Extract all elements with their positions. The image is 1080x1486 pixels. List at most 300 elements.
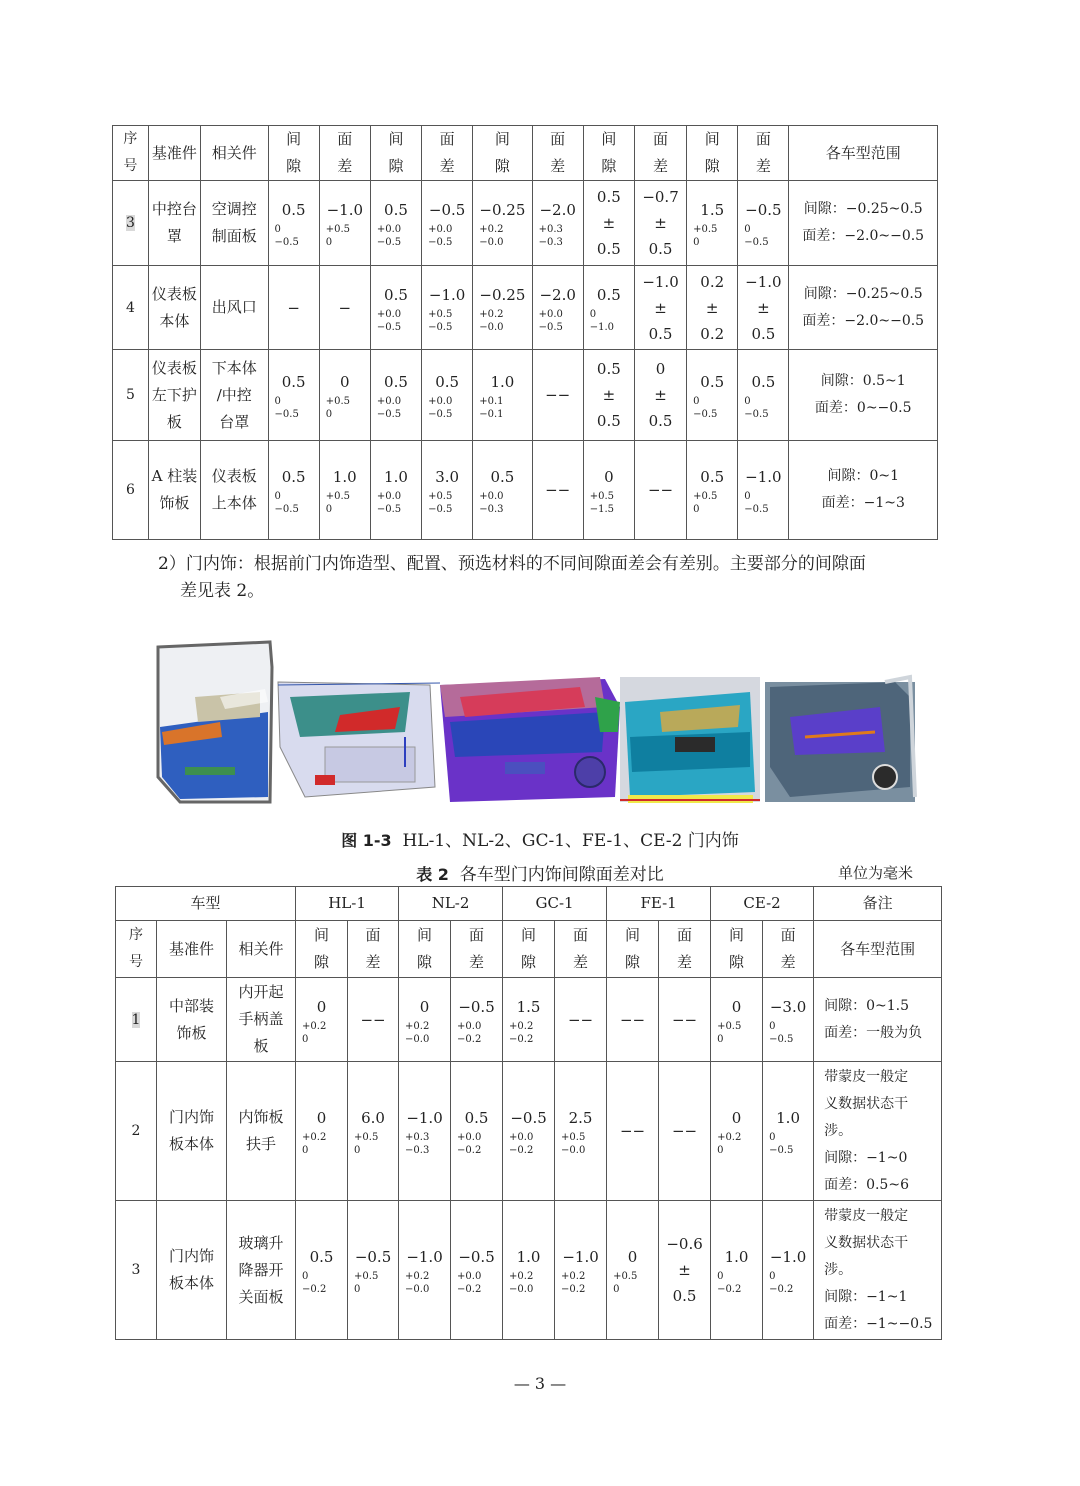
table-row [116,1201,942,1340]
value-cell [422,181,473,266]
sn-header-line: 号 [129,954,143,970]
value-tolerance: +0.2 [509,1020,534,1032]
value-tolerance: +0.0 [376,491,402,502]
row-number-text: 3 [125,215,135,231]
sn-header [113,126,149,181]
header-char: 隙 [494,157,510,175]
value-tolerance: 0 [589,308,597,320]
value-tolerance: −0.3 [538,237,563,248]
range-cell-line: 间隙：−0.25~0.5 [803,201,923,217]
model-name: HL-1 [328,894,366,912]
header-char: 差 [755,157,771,175]
value-cell [348,1201,399,1340]
value-main: 0.2 [700,272,725,291]
header-char: 隙 [286,157,302,175]
vehicle-header-text: 车型 [190,894,221,912]
base-part-line: 板本体 [168,1135,214,1153]
header-char: 面 [653,130,669,148]
value-main: 0.5 [700,373,725,391]
related-part-line: 手柄盖 [238,1010,284,1028]
base-part-line: 门内饰 [168,1108,214,1126]
row-number [116,1062,157,1201]
header-char: 面 [469,926,485,944]
value-cell [268,350,319,441]
paragraph-line-1: 2）门内饰：根据前门内饰造型、配置、预选材料的不同间隙面差会有差别。主要部分的间隙面 [158,554,866,574]
row-number [113,441,149,540]
value-main: −− [567,1010,594,1029]
value-cell [659,1201,711,1340]
value-tolerance: +0.2 [561,1271,586,1282]
gap-header [583,126,634,181]
value-plusminus: 0.5 [672,1287,697,1305]
door-image-ce-2 [765,677,915,802]
value-tolerance: +0.0 [376,308,402,320]
gap-header [268,126,319,181]
remarks-cell-line: 带蒙皮一般定 [824,1068,909,1085]
value-plusminus: ± [602,214,616,232]
header-char: 间 [729,926,745,944]
value-main: −1.0 [769,1248,807,1266]
value-tolerance: −0.5 [428,237,453,248]
value-tolerance: +0.5 [354,1271,379,1282]
value-tolerance: −0.1 [479,409,504,420]
base-part [148,350,200,441]
value-tolerance: +0.0 [457,1271,482,1282]
value-tolerance: −0.2 [457,1033,482,1045]
value-tolerance: −1.0 [589,321,615,333]
related-part-line: 下本体 [211,358,257,377]
base-header-text: 基准件 [168,939,214,958]
value-plusminus: 0.5 [751,324,776,343]
header-char: 隙 [388,157,404,175]
table-2 [115,886,942,1340]
value-tolerance: 0 [717,1145,724,1156]
value-main: 1.0 [516,1248,541,1266]
value-main: 0.5 [281,468,306,486]
value-tolerance: −0.5 [274,409,299,420]
figure-caption [0,826,1080,851]
value-main: 0.5 [596,188,621,206]
gap-header [370,126,421,181]
value-cell [634,266,686,350]
value-tolerance: +0.0 [457,1132,482,1143]
value-cell [555,1201,607,1340]
value-tolerance: +0.5 [717,1020,742,1032]
value-tolerance: −0.5 [376,321,402,333]
value-cell [634,350,686,441]
value-tolerance: −0.2 [457,1145,482,1156]
value-cell [763,1201,814,1340]
value-main: 0 [340,373,350,391]
related-part-line: 关面板 [238,1287,284,1306]
value-main: 0.5 [384,285,408,304]
value-main: 0.5 [384,373,408,391]
value-cell [503,1062,555,1201]
value-plusminus: ± [602,386,616,404]
value-main: 0 [731,1109,742,1127]
value-main: −0.25 [479,201,526,219]
row-number-text: 1 [131,1011,141,1028]
value-tolerance: −0.5 [274,237,299,248]
value-cell [296,978,348,1062]
remarks-header [814,887,942,921]
flush-header [348,921,399,978]
value-cell [555,1062,607,1201]
base-part-line: 罩 [166,227,182,245]
row-number-text: 4 [125,299,135,316]
value-main: 0.5 [490,468,515,486]
value-main: −0.6 [666,1235,703,1253]
value-tolerance: −0.5 [274,504,299,515]
door-image-hl-1 [158,642,272,802]
row-number [113,181,149,266]
value-main: −3.0 [769,997,807,1016]
value-main: −0.7 [642,188,679,206]
related-part-line: 玻璃升 [238,1233,284,1252]
value-plusminus: ± [654,214,667,232]
base-part [148,266,200,350]
base-part [157,978,227,1062]
base-header [157,921,227,978]
remarks-cell-line: 面差：−1~−0.5 [824,1315,933,1332]
base-part-line: 本体 [159,311,190,330]
door-image-nl-2 [278,682,440,797]
value-main: 1.5 [516,997,541,1016]
value-tolerance: −0.5 [376,237,402,248]
base-part-line: 仪表板 [151,358,197,377]
value-plusminus: ± [705,298,719,317]
value-tolerance: +0.0 [376,396,402,407]
related-part [201,181,269,266]
value-main: −0.25 [479,285,526,304]
row-number [116,978,157,1062]
value-main: −1.0 [428,285,466,304]
value-tolerance: +0.2 [479,308,504,320]
value-tolerance: 0 [744,396,751,407]
value-cell [687,350,738,441]
value-cell [711,978,763,1062]
related-part-line: 扶手 [246,1135,277,1153]
related-part [227,978,296,1062]
value-main: −0.5 [428,201,466,219]
value-tolerance: 0 [769,1132,776,1143]
value-cell [370,266,421,350]
range-cell-line: 间隙：−0.25~0.5 [803,285,923,302]
header-char: 隙 [417,953,433,971]
value-tolerance: −0.5 [769,1145,794,1156]
door-image-gc-1 [440,677,620,802]
value-main: −0.5 [458,997,495,1016]
value-tolerance: −0.5 [428,321,453,333]
value-tolerance: 0 [717,1033,724,1045]
value-tolerance: +0.0 [428,396,453,407]
value-tolerance: 0 [769,1020,776,1032]
value-tolerance: +0.2 [479,224,504,235]
value-tolerance: −0.2 [457,1284,482,1295]
remarks-header-text: 备注 [862,894,893,912]
base-header-text: 基准件 [151,143,197,162]
value-cell [532,350,583,441]
remarks-cell [814,1201,942,1340]
value-tolerance: +0.3 [538,224,563,235]
value-tolerance: −1.5 [589,504,615,515]
header-char: 间 [286,130,302,148]
related-part-line: /中控 [216,385,252,404]
value-tolerance: 0 [302,1145,309,1156]
related-header [227,921,296,978]
value-tolerance: −0.5 [769,1033,794,1045]
range-header [789,126,938,181]
value-main: −2.0 [539,201,576,219]
model-header [296,887,399,921]
range-header-text: 各车型范围 [840,939,916,958]
value-cell [738,441,789,540]
value-tolerance: +0.5 [693,224,718,235]
range-cell-line: 间隙：0~1 [827,468,899,484]
gap-header [473,126,532,181]
value-main: −0.5 [745,201,782,219]
base-part-line: 中部装 [168,996,214,1015]
value-tolerance: +0.0 [428,224,453,235]
header-char: 间 [494,130,510,148]
value-main: 0 [316,1109,327,1127]
value-tolerance: 0 [354,1284,361,1295]
header-char: 差 [439,157,455,175]
remarks-cell-line: 间隙：−1~0 [824,1149,908,1166]
value-main: 0.5 [751,373,776,391]
value-tolerance: 0 [274,491,281,502]
header-char: 差 [677,953,693,971]
value-main: − [338,298,352,317]
value-main: 3.0 [435,468,460,486]
header-char: 面 [365,926,381,944]
header-char: 间 [601,130,617,148]
remarks-cell [814,1062,942,1201]
flush-header [659,921,711,978]
value-main: 1.0 [776,1109,800,1127]
value-cell [555,978,607,1062]
table-row [113,441,938,540]
remarks-cell-line: 义数据状态干 [824,1095,909,1112]
value-cell [687,181,738,266]
value-tolerance: −0.5 [744,409,769,420]
header-char: 差 [550,157,566,175]
value-plusminus: ± [678,1261,691,1279]
model-name: NL-2 [431,894,470,912]
value-tolerance: +0.0 [376,224,402,235]
value-tolerance: 0 [717,1271,724,1282]
value-cell [634,441,686,540]
range-cell-line: 面差：−1~3 [821,495,905,511]
value-tolerance: 0 [274,396,281,407]
remarks-cell-line: 面差：一般为负 [824,1024,923,1041]
value-tolerance: +0.0 [457,1020,482,1032]
related-part [227,1062,296,1201]
value-cell [532,441,583,540]
related-part [201,266,269,350]
header-char: 面 [755,130,771,148]
value-cell [503,1201,555,1340]
value-cell [268,441,319,540]
model-header [711,887,814,921]
value-tolerance: −0.0 [405,1033,430,1045]
model-header [503,887,607,921]
range-cell [789,181,938,266]
value-tolerance: −0.5 [428,504,453,515]
door-trim-figure [150,637,925,807]
value-cell [532,266,583,350]
value-main: −2.0 [539,285,576,304]
table-row [116,978,942,1062]
value-main: 0.5 [464,1109,489,1127]
related-part-line: 空调控 [211,200,257,218]
header-char: 差 [365,953,381,971]
value-tolerance: +0.5 [693,491,718,502]
value-tolerance: −0.0 [405,1284,430,1295]
row-number [113,266,149,350]
value-plusminus: 0.5 [596,240,621,258]
related-part-line: 仪表板 [211,467,257,485]
value-tolerance: −0.2 [509,1033,534,1045]
value-cell [607,1062,659,1201]
value-cell [607,1201,659,1340]
value-main: 0 [655,360,666,378]
table-2-title-text: 各车型门内饰间隙面差对比 [459,865,664,885]
remarks-cell-line: 间隙：0~1.5 [824,997,909,1014]
sn-header [116,921,157,978]
value-cell [687,266,738,350]
value-cell [399,978,451,1062]
header-char: 间 [521,926,537,944]
table-row [116,1062,942,1201]
value-cell [659,978,711,1062]
value-tolerance: 0 [693,396,700,407]
header-char: 隙 [704,157,720,175]
value-tolerance: +0.0 [509,1132,534,1143]
header-char: 面 [573,926,589,944]
range-cell [789,441,938,540]
remarks-cell-line: 涉。 [824,1261,853,1278]
value-cell [634,181,686,266]
header-char: 面 [439,130,455,148]
value-cell [451,1201,503,1340]
related-header [201,126,269,181]
header-char: 差 [653,157,669,175]
related-part-line: 出风口 [211,298,257,316]
related-part-line: 台罩 [219,412,250,431]
value-tolerance: +0.1 [479,396,504,407]
value-cell [319,181,370,266]
value-main: −− [647,481,674,499]
value-cell [738,350,789,441]
value-cell [711,1201,763,1340]
value-main: 2.5 [568,1109,593,1127]
value-tolerance: −0.2 [717,1284,742,1295]
value-tolerance: −0.2 [769,1284,794,1295]
header-char: 间 [625,926,641,944]
value-tolerance: 0 [693,504,700,515]
value-tolerance: +0.5 [325,224,351,235]
value-cell [763,1062,814,1201]
header-char: 差 [469,953,485,971]
header-char: 隙 [729,953,745,971]
value-cell [763,978,814,1062]
table-row [113,266,938,350]
value-tolerance: −0.0 [561,1145,586,1156]
value-cell [319,350,370,441]
value-cell [583,350,634,441]
value-tolerance: −0.5 [376,504,402,515]
value-tolerance: 0 [325,237,333,248]
value-cell [268,266,319,350]
value-tolerance: +0.5 [354,1132,379,1143]
base-part-line: 板本体 [168,1274,214,1292]
value-cell [268,181,319,266]
value-main: −1.0 [562,1248,599,1266]
value-tolerance: −0.5 [538,321,563,333]
range-cell [789,350,938,441]
value-tolerance: 0 [325,409,333,420]
value-tolerance: −0.2 [302,1284,327,1295]
value-plusminus: 0.5 [648,412,673,430]
base-part [157,1062,227,1201]
header-char: 间 [388,130,404,148]
base-part-line: 饰板 [176,1023,207,1042]
value-main: − [287,298,300,317]
value-main: 0.5 [435,373,460,391]
value-tolerance: 0 [325,504,333,515]
value-main: 0 [731,997,742,1016]
model-header [399,887,503,921]
row-number-text: 3 [131,1262,141,1278]
header-char: 面 [780,926,796,944]
base-part-line: 门内饰 [168,1247,214,1265]
value-cell [583,266,634,350]
base-part-line: 中控台 [151,200,197,218]
value-cell [473,441,532,540]
door-image-fe-1 [620,677,760,803]
related-part [201,350,269,441]
value-cell [503,978,555,1062]
base-part-line: A 柱装 [151,467,198,485]
related-part-line: 降器开 [238,1260,284,1279]
value-tolerance: +0.5 [428,491,453,502]
value-plusminus: 0.5 [648,240,673,258]
value-tolerance: +0.2 [405,1020,430,1032]
gap-header [399,921,451,978]
value-main: −0.5 [458,1248,495,1266]
value-cell [422,441,473,540]
value-tolerance: −0.0 [479,237,504,248]
value-main: 0.5 [281,201,306,219]
related-header-text: 相关件 [211,143,257,162]
base-part-line: 左下护 [151,385,197,404]
related-part [227,1201,296,1340]
flush-header [634,126,686,181]
value-cell [370,350,421,441]
model-name: CE-2 [743,894,781,912]
value-main: −− [360,1010,386,1029]
value-cell [473,350,532,441]
sn-header-line: 号 [123,158,138,174]
model-name: GC-1 [535,894,574,912]
remarks-cell-line: 义数据状态干 [824,1234,909,1251]
related-part-line: 制面板 [211,227,257,245]
table-row [113,181,938,266]
value-main: −1.0 [745,272,782,291]
header-char: 间 [314,926,330,944]
paragraph-line-2: 差见表 2。 [180,581,265,601]
